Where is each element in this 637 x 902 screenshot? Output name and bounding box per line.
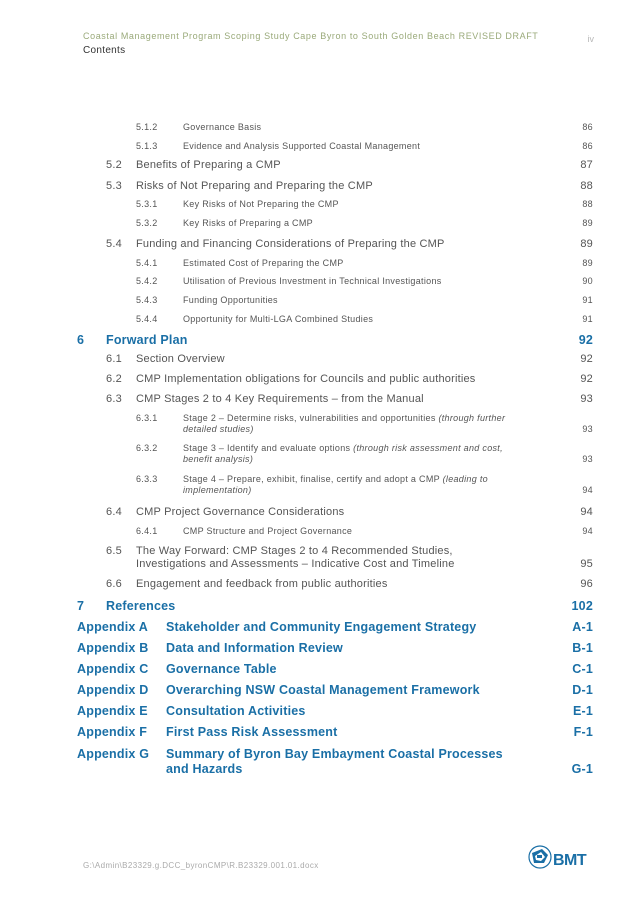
toc-entry-page: 92	[578, 333, 593, 347]
toc-entry-title-text: Key Risks of Preparing a CMP	[183, 218, 313, 228]
toc-entry-title-text: Utilisation of Previous Investment in Technical Investigations	[183, 276, 442, 286]
toc-entry-page: 90	[582, 276, 593, 286]
toc-entry-title-text: Forward Plan	[106, 333, 188, 347]
toc-entry-title-text: Evidence and Analysis Supported Coastal Management	[183, 141, 421, 151]
toc-entry-title	[136, 506, 344, 518]
toc-entry-number: 6.3	[106, 393, 122, 405]
toc-entry-number: 6.1	[106, 353, 122, 365]
logo-text: BMT	[553, 852, 587, 869]
toc-entry-title-text: Stage 4 – Prepare, exhibit, finalise, certify and adopt a CMP	[183, 474, 440, 484]
toc-entry-page: A-1	[572, 620, 593, 634]
toc-entry-page: G-1	[571, 762, 593, 776]
toc-entry-title-text: Summary of Byron Bay Embayment Coastal Processes and Hazards	[166, 747, 503, 776]
toc-entry-number: 6.4.1	[136, 526, 158, 536]
toc-entry-number: 7	[77, 599, 85, 613]
toc-entry-page: 94	[580, 506, 593, 518]
file-path: G:\Admin\B23329.g.DCC_byronCMP\R.B23329.001.01.docx	[83, 861, 319, 870]
toc-entry-title	[166, 725, 338, 739]
toc-entry-number: 6	[77, 333, 85, 347]
toc-entry-title-text: Engagement and feedback from public authorities	[136, 578, 388, 590]
toc-entry-title-text: Funding Opportunities	[183, 295, 278, 305]
toc-entry-number: 5.4.2	[136, 276, 158, 286]
toc-entry-page: 86	[582, 141, 593, 151]
toc-entry-title	[136, 238, 445, 250]
toc-entry-number: Appendix G	[77, 747, 150, 761]
toc-entry-title	[166, 747, 526, 777]
document-title: Coastal Management Program Scoping Study Cape Byron to South Golden Beach REVISED DRAFT	[83, 31, 539, 41]
toc-entry-title	[166, 662, 277, 676]
toc-entry-number: Appendix F	[77, 725, 148, 739]
toc-entry-number: 5.1.2	[136, 122, 158, 132]
toc-entry-page: 91	[582, 314, 593, 324]
toc-entry-title-text: Opportunity for Multi-LGA Combined Studies	[183, 314, 374, 324]
toc-entry-title	[136, 373, 476, 385]
toc-entry-page: 86	[582, 122, 593, 132]
toc-entry-number: Appendix A	[77, 620, 148, 634]
toc-entry-title-text: Stakeholder and Community Engagement Strategy	[166, 620, 477, 634]
toc-entry-number: 5.4.3	[136, 295, 158, 305]
toc-entry-title-text: Stage 3 – Identify and evaluate options	[183, 443, 351, 453]
toc-entry-title-text: CMP Structure and Project Governance	[183, 526, 353, 536]
toc-entry-page: 89	[582, 218, 593, 228]
toc-entry-title	[166, 704, 306, 718]
toc-entry-title	[106, 599, 175, 613]
toc-entry-title-text: CMP Project Governance Considerations	[136, 506, 345, 518]
toc-entry-page: 95	[580, 558, 593, 570]
toc-entry-title	[136, 180, 373, 192]
toc-entry-page: 102	[571, 599, 593, 613]
toc-entry-title-text: Benefits of Preparing a CMP	[136, 159, 281, 171]
toc-entry-title	[183, 474, 523, 496]
toc-entry-number: Appendix B	[77, 641, 149, 655]
toc-entry-number: 5.4.4	[136, 314, 158, 324]
toc-entry-page: 88	[582, 199, 593, 209]
toc-entry-page: C-1	[572, 662, 593, 676]
toc-entry-subtitle: (leading to implementation)	[183, 474, 488, 495]
toc-entry-title-text: Key Risks of Not Preparing the CMP	[183, 199, 339, 209]
toc-entry-page: B-1	[572, 641, 593, 655]
toc-entry-title-text: Stage 2 – Determine risks, vulnerabilities and opportunities	[183, 413, 436, 423]
toc-entry-page: 93	[580, 393, 593, 405]
toc-entry-title	[166, 620, 476, 634]
toc-entry-title	[136, 159, 281, 171]
toc-entry-page: 91	[582, 295, 593, 305]
toc-entry-title	[183, 199, 339, 209]
toc-entry-number: 6.6	[106, 578, 122, 590]
toc-entry-number: 5.1.3	[136, 141, 158, 151]
toc-entry-subtitle: (through further detailed studies)	[183, 413, 506, 434]
toc-entry-number: Appendix E	[77, 704, 148, 718]
toc-entry-number: 6.3.1	[136, 413, 158, 423]
toc-entry-title-text: Governance Basis	[183, 122, 262, 132]
toc-entry-title-text: First Pass Risk Assessment	[166, 725, 338, 739]
toc-entry-page: 89	[580, 238, 593, 250]
toc-entry-title-text: CMP Implementation obligations for Councils and public authorities	[136, 373, 476, 385]
toc-entry-number: 6.3.2	[136, 443, 158, 453]
toc-entry-title	[183, 218, 313, 228]
toc-entry-number: 5.4	[106, 238, 122, 250]
toc-entry-title-text: Overarching NSW Coastal Management Framework	[166, 683, 480, 697]
toc-entry-title-text: Estimated Cost of Preparing the CMP	[183, 258, 344, 268]
toc-entry-title-text: Consultation Activities	[166, 704, 306, 718]
toc-entry-title	[166, 641, 343, 655]
toc-entry-title-text: References	[106, 599, 176, 613]
toc-entry-title	[183, 122, 261, 132]
toc-entry-title-text: CMP Stages 2 to 4 Key Requirements – from the Manual	[136, 393, 424, 405]
toc-entry-page: 87	[580, 159, 593, 171]
toc-entry-page: 93	[582, 454, 593, 464]
toc-entry-title	[136, 393, 424, 405]
toc-entry-number: Appendix D	[77, 683, 149, 697]
toc-entry-page: 92	[580, 353, 593, 365]
toc-entry-number: 5.4.1	[136, 258, 158, 268]
toc-entry-page: E-1	[572, 704, 593, 718]
toc-entry-subtitle: (through risk assessment and cost, benefit analysis)	[183, 443, 503, 464]
toc-entry-title	[166, 683, 480, 697]
toc-entry-title	[136, 545, 496, 571]
toc-entry-title	[183, 295, 278, 305]
toc-entry-title	[183, 258, 344, 268]
toc-entry-title	[183, 526, 352, 536]
toc-entry-title	[136, 353, 225, 365]
toc-entry-number: 6.3.3	[136, 474, 158, 484]
toc-entry-number: 5.3.2	[136, 218, 158, 228]
toc-entry-page: 89	[582, 258, 593, 268]
toc-entry-number: 6.4	[106, 506, 122, 518]
toc-entry-title	[136, 578, 388, 590]
toc-entry-title-text: Section Overview	[136, 353, 225, 365]
toc-entry-page: F-1	[573, 725, 593, 739]
toc-entry-title-text: Data and Information Review	[166, 641, 343, 655]
toc-entry-title-text: The Way Forward: CMP Stages 2 to 4 Recommended Studies, Investigations and Assessments – Indicative Cost and Timeline	[136, 545, 455, 570]
toc-entry-page: 94	[582, 485, 593, 495]
toc-entry-number: 5.3.1	[136, 199, 158, 209]
toc-entry-number: 6.5	[106, 545, 122, 557]
page-number: iv	[587, 34, 594, 44]
toc-entry-title-text: Governance Table	[166, 662, 277, 676]
toc-entry-page: 93	[582, 424, 593, 434]
toc-entry-page: 92	[580, 373, 593, 385]
toc-entry-title	[183, 276, 442, 286]
toc-entry-number: 5.2	[106, 159, 122, 171]
toc-entry-title	[106, 333, 188, 347]
toc-entry-title	[183, 413, 523, 435]
toc-entry-number: 6.2	[106, 373, 122, 385]
toc-entry-page: D-1	[572, 683, 593, 697]
toc-entry-page: 94	[582, 526, 593, 536]
toc-entry-title	[183, 141, 420, 151]
toc-entry-title	[183, 314, 373, 324]
toc-entry-title	[183, 443, 523, 465]
toc-entry-page: 88	[580, 180, 593, 192]
toc-entry-number: 5.3	[106, 180, 122, 192]
toc-entry-title-text: Funding and Financing Considerations of Preparing the CMP	[136, 238, 445, 250]
toc-entry-number: Appendix C	[77, 662, 149, 676]
toc-entry-page: 96	[580, 578, 593, 590]
header	[83, 31, 543, 56]
section-title: Contents	[83, 45, 126, 56]
toc-entry-title-text: Risks of Not Preparing and Preparing the CMP	[136, 180, 373, 192]
